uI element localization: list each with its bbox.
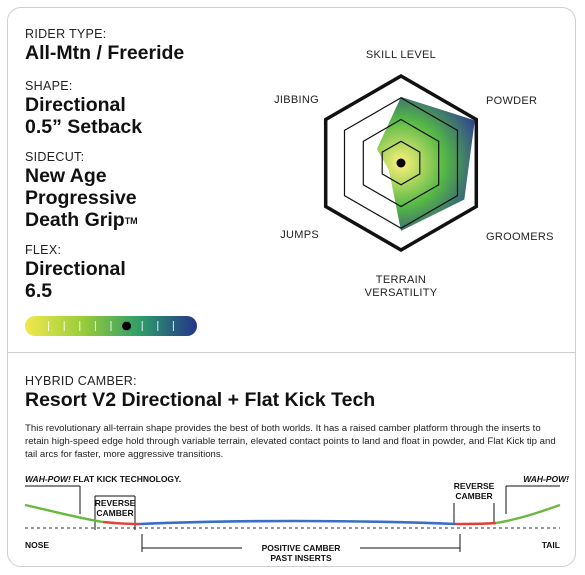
- tail-label: TAIL: [541, 540, 560, 550]
- radar-axis-label-line: SKILL LEVEL: [365, 49, 437, 61]
- profile-center-blue: [140, 521, 456, 524]
- radar-axis-label-line: TERRAIN: [375, 274, 427, 286]
- radar-axis-label-line: JUMPS: [280, 229, 319, 241]
- reverse-camber-left-line-2: CAMBER: [96, 508, 134, 518]
- reverse-camber-right-line-1: REVERSE: [453, 481, 495, 491]
- spec-card: [7, 7, 576, 567]
- section-divider: [8, 352, 575, 353]
- trademark-mark: TM: [124, 216, 138, 226]
- radar-center-dot: [397, 159, 406, 168]
- camber-description: This revolutionary all-terrain shape provides the best of both worlds. It has a raised camber platform through the inserts to retain high-speed edge hold through variable terrain, elevated contact points to land and float in powder, and Flat Kick tip and tail arcs for faster, more aggressive transitions.: [25, 423, 556, 460]
- reverse-camber-right-line-2: CAMBER: [455, 491, 493, 501]
- sidecut-line-1: New Age: [25, 165, 107, 187]
- radar-axis-label-jumps: [280, 229, 319, 241]
- radar-axis-label-jibbing: [274, 94, 319, 106]
- wahpow-right-label: WAH-POW!: [523, 474, 569, 484]
- radar-axis-label-terrain: [365, 274, 438, 299]
- nose-label: NOSE: [25, 540, 50, 550]
- camber-label: HYBRID CAMBER:: [25, 374, 137, 388]
- shape-label: SHAPE:: [25, 79, 73, 93]
- radar-axis-label-groomers: [486, 231, 554, 243]
- radar-axis-label-line: VERSATILITY: [364, 287, 438, 299]
- rider-type-value: All-Mtn / Freeride: [25, 42, 185, 64]
- wahpow-left-label: [25, 474, 181, 484]
- radar-axis-label-skill-level: [366, 49, 436, 61]
- profile-nose-red: [103, 522, 140, 524]
- sidecut-line-2: Progressive: [25, 187, 137, 209]
- profile-nose-green: [25, 505, 103, 522]
- radar-axis-label-line: GROOMERS: [486, 231, 554, 243]
- camber-profile-diagram: [8, 458, 576, 567]
- shape-line-2: 0.5” Setback: [25, 116, 143, 138]
- shape-line-1: Directional: [25, 94, 126, 116]
- profile-tail-red: [456, 523, 496, 524]
- sidecut-label: SIDECUT:: [25, 150, 85, 164]
- radar-axis-label-line: POWDER: [486, 95, 538, 107]
- sidecut-line-3-text: Death Grip: [25, 209, 125, 231]
- flex-label: FLEX:: [25, 243, 62, 257]
- rider-type-label: RIDER TYPE:: [25, 27, 107, 41]
- flat-kick-text: FLAT KICK TECHNOLOGY.: [70, 474, 182, 484]
- radar-axis-label-powder: [486, 95, 537, 107]
- radar-chart: [8, 8, 576, 348]
- reverse-camber-left-line-1: REVERSE: [94, 498, 136, 508]
- radar-data-area: [377, 97, 475, 231]
- camber-title: Resort V2 Directional + Flat Kick Tech: [25, 389, 376, 411]
- flex-line-2: 6.5: [25, 280, 53, 302]
- wahpow-left-text: WAH-POW!: [25, 474, 71, 484]
- positive-camber-line-1: POSITIVE CAMBER: [261, 543, 341, 553]
- radar-axis-label-line: JIBBING: [274, 94, 319, 106]
- positive-camber-line-2: PAST INSERTS: [270, 553, 332, 563]
- flex-line-1: Directional: [25, 258, 126, 280]
